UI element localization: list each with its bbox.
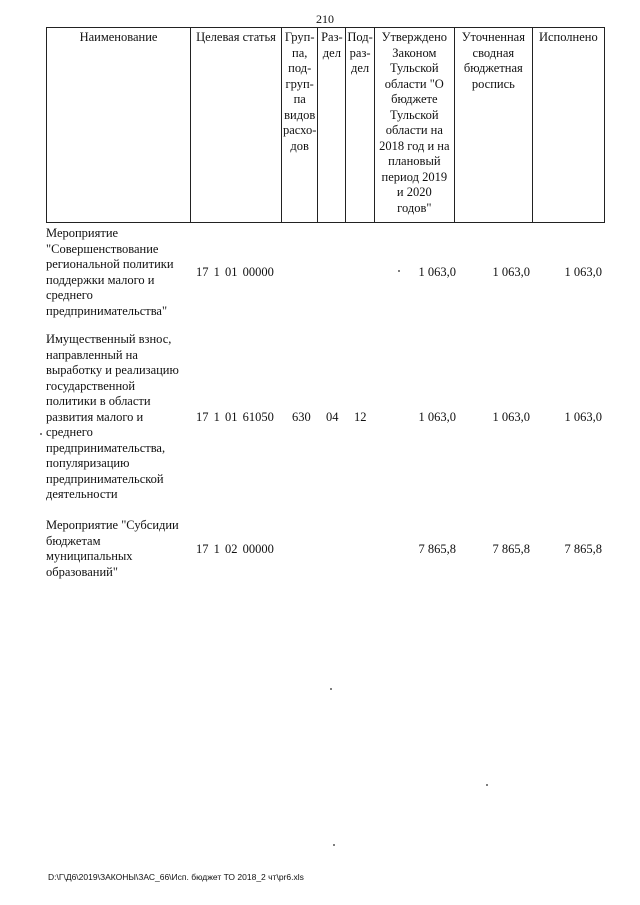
header-subsection: Под- раз- дел [346, 28, 374, 223]
scan-speck [40, 433, 42, 435]
page-number: 210 [316, 12, 334, 26]
header-refined: Уточненная сводная бюджетная роспись [454, 28, 532, 223]
file-path-footer: D:\Г\Д6\2019\ЗАКОНЫ\ЗАС_66\Исп. бюджет ТО 2018_2 чт\pr6.xls [48, 872, 304, 882]
header-executed: Исполнено [532, 28, 604, 223]
header-target-article: Целевая статья [191, 28, 282, 223]
header-name: Наименование [47, 28, 191, 223]
table-header [46, 27, 605, 223]
row-code: 17 1 01 00000 [196, 265, 274, 279]
header-approved: Утверждено Законом Тульской области "О бюджете Тульской области на 2018 год и на плановый период 2019 и 2020 годов" [374, 28, 454, 223]
row-refined: 1 063,0 [492, 410, 530, 424]
row-code: 17 1 02 00000 [196, 542, 274, 556]
row-approved: 1 063,0 [418, 410, 456, 424]
row-subsection: 12 [354, 410, 367, 424]
scan-speck [486, 784, 488, 786]
row-refined: 7 865,8 [492, 542, 530, 556]
row-code: 17 1 01 61050 [196, 410, 274, 424]
header-section: Раз- дел [318, 28, 346, 223]
row-name: Мероприятие "Субсидии бюджетам муниципальных образований" [46, 518, 179, 579]
row-executed: 1 063,0 [564, 410, 602, 424]
row-section: 04 [326, 410, 339, 424]
scan-speck [333, 844, 335, 846]
row-name: Мероприятие "Совершенствование региональной политики поддержки малого и среднего предпринимательства" [46, 226, 174, 318]
header-expense-group: Груп- па, под- груп- па видов расхо- дов [282, 28, 318, 223]
row-approved: 1 063,0 [418, 265, 456, 279]
row-name: Имущественный взнос, направленный на выработку и реализацию государственной политики в области развития малого и среднего предпринимательства, популяризацию предпринимательской деятельности [46, 332, 179, 501]
row-approved: 7 865,8 [418, 542, 456, 556]
scan-speck [330, 688, 332, 690]
row-group: 630 [292, 410, 311, 424]
scan-speck [398, 270, 400, 272]
row-executed: 7 865,8 [564, 542, 602, 556]
row-executed: 1 063,0 [564, 265, 602, 279]
row-refined: 1 063,0 [492, 265, 530, 279]
